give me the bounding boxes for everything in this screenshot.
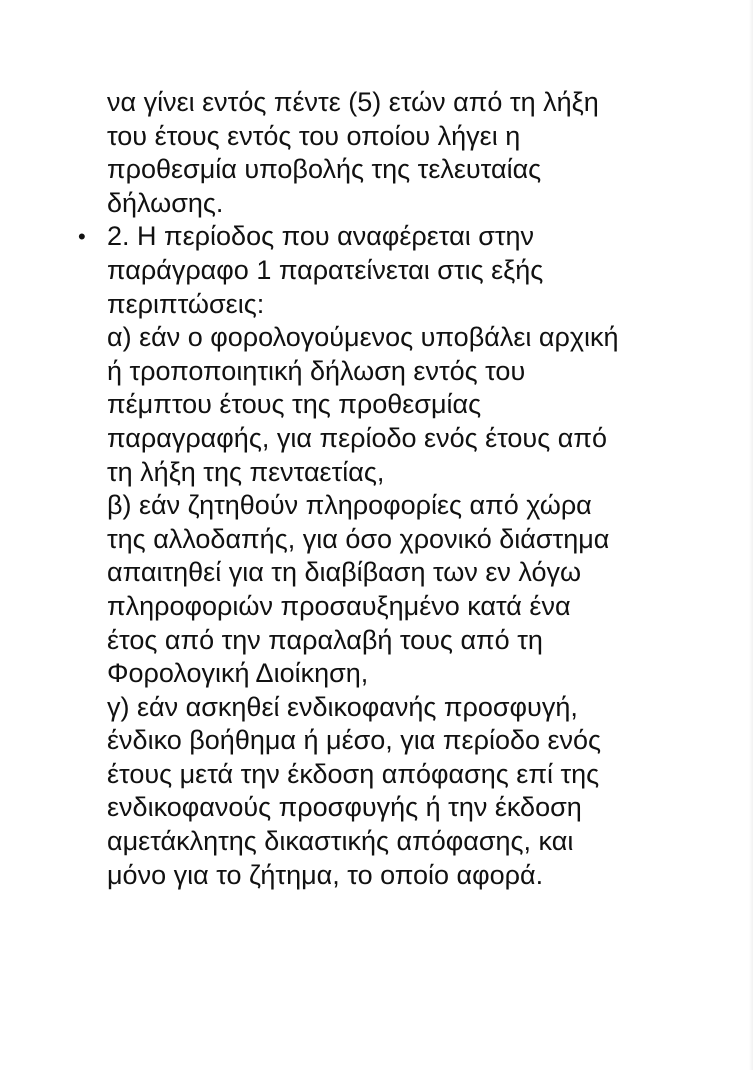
text-line: αμετάκλητης δικαστικής απόφασης, και bbox=[107, 826, 574, 857]
text-line: του έτους εντός του οποίου λήγει η bbox=[107, 120, 521, 151]
text-line: τη λήξη της πενταετίας, bbox=[107, 456, 385, 487]
text-line: δήλωσης. bbox=[107, 187, 224, 218]
text-line: μόνο για το ζήτημα, το οποίο αφορά. bbox=[107, 859, 544, 890]
text-line bbox=[78, 220, 707, 254]
paragraph-2 bbox=[78, 220, 707, 321]
page-edge-shadow bbox=[749, 0, 753, 1070]
bullet-icon: • bbox=[78, 224, 86, 250]
text-line: παράγραφο 1 παρατείνεται στις εξής bbox=[107, 254, 544, 285]
text-line: να γίνει εντός πέντε (5) ετών από τη λήξη bbox=[107, 87, 599, 117]
text-line: πληροφοριών προσαυξημένο κατά ένα bbox=[107, 590, 571, 621]
text-line: ή τροποποιητική δήλωση εντός του bbox=[107, 355, 526, 386]
text-line: Φορολογική Διοίκηση, bbox=[107, 658, 369, 689]
case-a bbox=[107, 321, 707, 489]
paragraph-continuation bbox=[107, 86, 707, 220]
case-c bbox=[107, 691, 707, 893]
text-line: ένδικο βοήθημα ή μέσο, για περίοδο ενός bbox=[107, 725, 602, 756]
text-line: πέμπτου έτους της προθεσμίας bbox=[107, 389, 482, 420]
paragraph-2-first-line: 2. Η περίοδος που αναφέρεται στην bbox=[107, 221, 535, 252]
text-line: γ) εάν ασκηθεί ενδικοφανής προσφυγή, bbox=[107, 691, 578, 722]
case-b bbox=[107, 489, 707, 691]
text-line: παραγραφής, για περίοδο ενός έτους από bbox=[107, 422, 607, 453]
text-line: β) εάν ζητηθούν πληροφορίες από χώρα bbox=[107, 490, 592, 521]
text-line: περιπτώσεις: bbox=[107, 288, 265, 319]
text-line: α) εάν ο φορολογούμενος υποβάλει αρχική bbox=[107, 322, 619, 353]
text-line: ενδικοφανούς προσφυγής ή την έκδοση bbox=[107, 792, 582, 823]
text-line: απαιτηθεί για τη διαβίβαση των εν λόγω bbox=[107, 557, 582, 588]
document-body bbox=[78, 86, 707, 892]
text-line: έτους μετά την έκδοση απόφασης επί της bbox=[107, 758, 600, 789]
text-line: της αλλοδαπής, για όσο χρονικό διάστημα bbox=[107, 523, 610, 554]
text-line: προθεσμία υποβολής της τελευταίας bbox=[107, 154, 542, 185]
text-line: έτος από την παραλαβή τους από τη bbox=[107, 624, 543, 655]
